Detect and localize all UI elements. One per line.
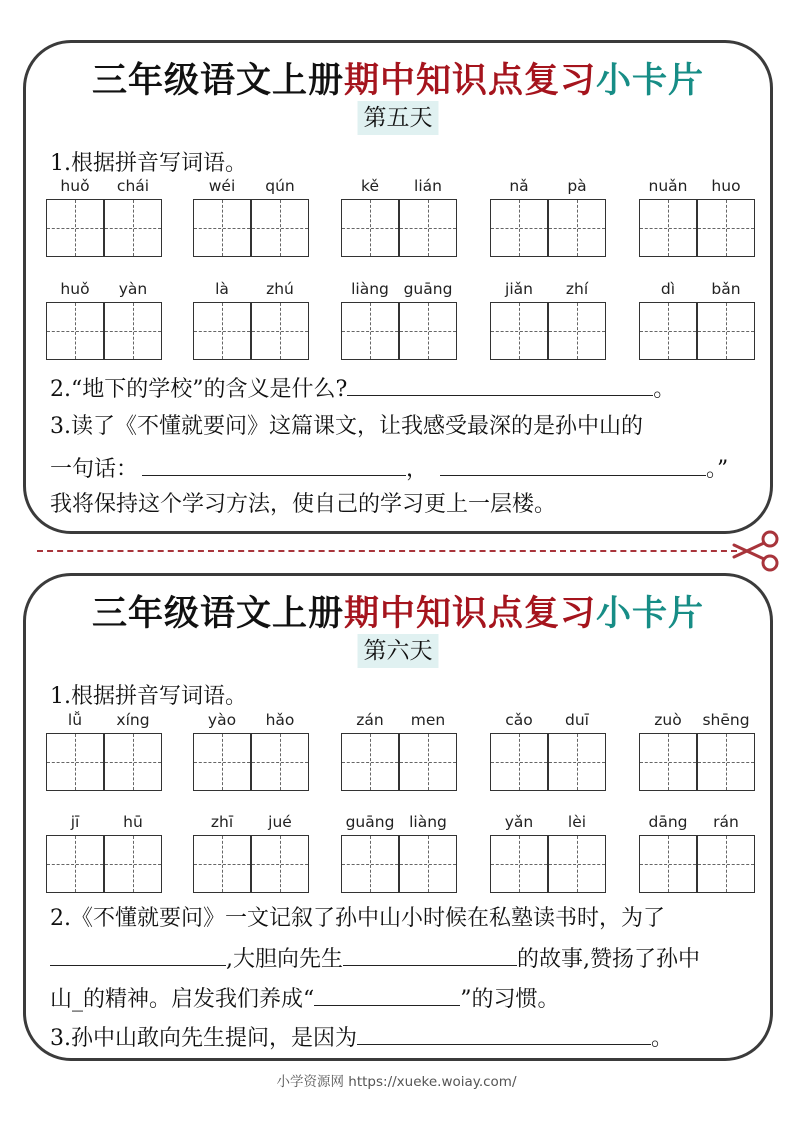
pinyin-label <box>341 711 459 733</box>
tianzige-writing-box[interactable] <box>697 302 755 360</box>
pinyin-syllable: guāng <box>345 813 395 831</box>
question-3-line-3: 我将保持这个学习方法，使自己的学习更上一层楼。 <box>50 492 557 517</box>
pinyin-label <box>639 711 757 733</box>
pinyin-word-group <box>639 280 757 360</box>
pinyin-label <box>46 177 164 199</box>
pinyin-word-group <box>341 813 459 893</box>
tianzige-writing-box[interactable] <box>490 302 548 360</box>
pinyin-word-group <box>46 177 164 257</box>
answer-blank[interactable] <box>347 373 653 396</box>
question-3-line-1: 3.读了《不懂就要问》这篇课文，让我感受最深的是孙中山的 <box>50 414 643 439</box>
pinyin-word-group <box>46 813 164 893</box>
pinyin-syllable: lián <box>414 177 442 195</box>
pinyin-syllable: wéi <box>208 177 236 195</box>
question-1-label: 1.根据拼音写词语。 <box>50 151 247 176</box>
tianzige-writing-box[interactable] <box>104 835 162 893</box>
card-title: 三年级语文上册期中知识点复习小卡片 <box>91 594 705 634</box>
pinyin-label <box>341 177 459 199</box>
pinyin-word-group <box>193 280 311 360</box>
question-2-line-3: 山_的精神。启发我们养成“ ”的习惯。 <box>50 983 560 1015</box>
tianzige-writing-box[interactable] <box>399 199 457 257</box>
pinyin-word-group <box>639 177 757 257</box>
tianzige-writing-box[interactable] <box>399 733 457 791</box>
pinyin-syllable: lèi <box>567 813 587 831</box>
tianzige-writing-box[interactable] <box>341 733 399 791</box>
tianzige-writing-box[interactable] <box>548 733 606 791</box>
tianzige-writing-box[interactable] <box>399 835 457 893</box>
pinyin-syllable: jī <box>70 813 80 831</box>
pinyin-word-group <box>46 280 164 360</box>
cut-line <box>37 550 737 552</box>
pinyin-syllable: yǎn <box>504 813 534 831</box>
pinyin-syllable: huo <box>711 177 741 195</box>
tianzige-writing-box[interactable] <box>639 733 697 791</box>
pinyin-word-group <box>639 711 757 791</box>
pinyin-word-group <box>341 177 459 257</box>
pinyin-word-group <box>490 813 608 893</box>
pinyin-syllable: men <box>410 711 446 729</box>
tianzige-writing-box[interactable] <box>251 199 309 257</box>
answer-blank[interactable] <box>142 453 406 476</box>
pinyin-syllable: huǒ <box>60 177 90 195</box>
pinyin-syllable: nǎ <box>509 177 529 195</box>
pinyin-label <box>490 280 608 302</box>
pinyin-syllable: dì <box>660 280 676 298</box>
day-label: 第六天 <box>358 634 439 668</box>
tianzige-writing-box[interactable] <box>639 835 697 893</box>
pinyin-syllable: liàng <box>351 280 389 298</box>
tianzige-writing-box[interactable] <box>193 302 251 360</box>
tianzige-writing-box[interactable] <box>251 835 309 893</box>
tianzige-writing-box[interactable] <box>490 733 548 791</box>
pinyin-word-group <box>46 711 164 791</box>
tianzige-writing-box[interactable] <box>399 302 457 360</box>
pinyin-label <box>639 813 757 835</box>
answer-blank[interactable] <box>440 453 706 476</box>
tianzige-writing-box[interactable] <box>46 733 104 791</box>
tianzige-writing-box[interactable] <box>548 199 606 257</box>
question-3-line-2: 一句话： ， 。” <box>50 453 728 485</box>
pinyin-syllable: bǎn <box>711 280 741 298</box>
pinyin-syllable: rán <box>713 813 739 831</box>
tianzige-writing-box[interactable] <box>104 199 162 257</box>
pinyin-syllable: guāng <box>403 280 453 298</box>
pinyin-label <box>490 711 608 733</box>
tianzige-writing-box[interactable] <box>251 733 309 791</box>
tianzige-writing-box[interactable] <box>341 302 399 360</box>
pinyin-syllable: lǚ <box>67 711 83 729</box>
pinyin-syllable: jiǎn <box>505 280 533 298</box>
tianzige-writing-box[interactable] <box>193 835 251 893</box>
pinyin-syllable: pà <box>567 177 587 195</box>
answer-blank[interactable] <box>343 943 517 966</box>
pinyin-syllable: hǎo <box>265 711 295 729</box>
pinyin-label <box>46 711 164 733</box>
tianzige-writing-box[interactable] <box>341 199 399 257</box>
pinyin-syllable: jué <box>268 813 292 831</box>
answer-blank[interactable] <box>314 983 460 1006</box>
pinyin-label <box>341 813 459 835</box>
pinyin-syllable: hū <box>123 813 143 831</box>
tianzige-writing-box[interactable] <box>697 199 755 257</box>
pinyin-word-group <box>193 711 311 791</box>
question-2-line-2: ,大胆向先生 的故事,赞扬了孙中 <box>50 943 700 975</box>
tianzige-writing-box[interactable] <box>548 302 606 360</box>
question-1-label: 1.根据拼音写词语。 <box>50 684 247 709</box>
pinyin-syllable: dāng <box>648 813 688 831</box>
pinyin-syllable: nuǎn <box>648 177 688 195</box>
tianzige-writing-box[interactable] <box>46 199 104 257</box>
tianzige-writing-box[interactable] <box>639 302 697 360</box>
pinyin-syllable: yàn <box>118 280 148 298</box>
footer-watermark: 小学资源网 https://xueke.woiay.com/ <box>276 1074 517 1090</box>
pinyin-syllable: zán <box>356 711 384 729</box>
answer-blank[interactable] <box>50 943 226 966</box>
pinyin-word-group <box>341 711 459 791</box>
review-card-day5 <box>23 40 773 534</box>
pinyin-syllable: kě <box>361 177 379 195</box>
pinyin-syllable: yào <box>207 711 237 729</box>
tianzige-writing-box[interactable] <box>46 835 104 893</box>
tianzige-writing-box[interactable] <box>341 835 399 893</box>
pinyin-syllable: xíng <box>116 711 150 729</box>
question-2: 2.“地下的学校”的含义是什么? 。 <box>50 373 675 405</box>
pinyin-word-group <box>193 813 311 893</box>
pinyin-syllable: zhí <box>565 280 589 298</box>
answer-blank[interactable] <box>357 1022 651 1045</box>
pinyin-label <box>490 813 608 835</box>
pinyin-label <box>193 711 311 733</box>
pinyin-syllable: huǒ <box>60 280 90 298</box>
tianzige-writing-box[interactable] <box>490 835 548 893</box>
pinyin-word-group <box>341 280 459 360</box>
tianzige-writing-box[interactable] <box>697 733 755 791</box>
pinyin-syllable: liàng <box>409 813 447 831</box>
pinyin-syllable: cǎo <box>505 711 533 729</box>
pinyin-syllable: zhī <box>210 813 234 831</box>
pinyin-syllable: chái <box>116 177 150 195</box>
pinyin-label <box>46 280 164 302</box>
tianzige-writing-box[interactable] <box>639 199 697 257</box>
tianzige-writing-box[interactable] <box>46 302 104 360</box>
tianzige-writing-box[interactable] <box>193 733 251 791</box>
pinyin-syllable: duī <box>565 711 589 729</box>
pinyin-word-group <box>639 813 757 893</box>
pinyin-word-group <box>490 280 608 360</box>
tianzige-writing-box[interactable] <box>490 199 548 257</box>
review-card-day6 <box>23 573 773 1061</box>
tianzige-writing-box[interactable] <box>104 302 162 360</box>
tianzige-writing-box[interactable] <box>251 302 309 360</box>
pinyin-label <box>341 280 459 302</box>
pinyin-label <box>193 813 311 835</box>
pinyin-label <box>193 280 311 302</box>
tianzige-writing-box[interactable] <box>193 199 251 257</box>
pinyin-word-group <box>490 177 608 257</box>
card-title: 三年级语文上册期中知识点复习小卡片 <box>91 61 705 101</box>
pinyin-syllable: là <box>215 280 229 298</box>
pinyin-label <box>639 177 757 199</box>
pinyin-syllable: zuò <box>654 711 682 729</box>
scissors-icon <box>728 528 780 574</box>
pinyin-label <box>639 280 757 302</box>
pinyin-syllable: zhú <box>266 280 294 298</box>
pinyin-label <box>193 177 311 199</box>
pinyin-word-group <box>193 177 311 257</box>
pinyin-syllable: shēng <box>702 711 750 729</box>
tianzige-writing-box[interactable] <box>548 835 606 893</box>
tianzige-writing-box[interactable] <box>104 733 162 791</box>
pinyin-word-group <box>490 711 608 791</box>
question-2-line-1: 2.《不懂就要问》一文记叙了孙中山小时候在私塾读书时，为了 <box>50 906 665 931</box>
day-label: 第五天 <box>358 101 439 135</box>
pinyin-label <box>46 813 164 835</box>
tianzige-writing-box[interactable] <box>697 835 755 893</box>
question-3: 3.孙中山敢向先生提问，是因为 。 <box>50 1022 673 1054</box>
pinyin-syllable: qún <box>265 177 295 195</box>
pinyin-label <box>490 177 608 199</box>
